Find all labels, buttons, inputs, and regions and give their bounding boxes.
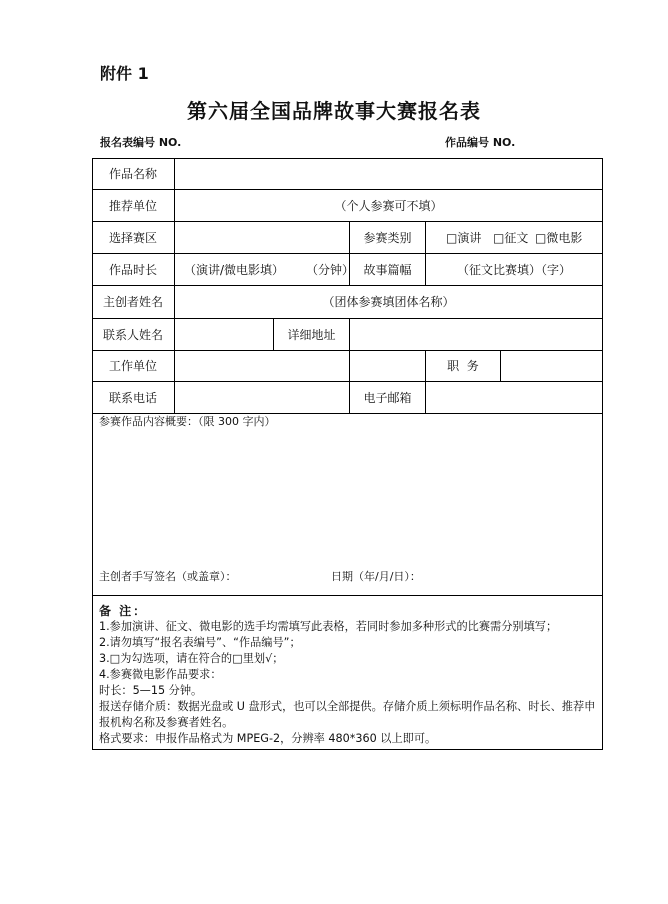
duration-label: 作品时长 — [108, 263, 157, 277]
note-line: 4.参赛微电影作品要求： — [99, 668, 222, 681]
option-essay-checkbox[interactable]: □征文 — [493, 231, 529, 245]
creator-name-hint: （团体参赛填团体名称） — [322, 295, 455, 309]
row-divider — [92, 413, 603, 414]
signature-label: 主创者手写签名（或盖章）： — [99, 570, 237, 583]
story-length-hint: （征文比赛填）（字） — [456, 263, 571, 277]
recommend-unit-label: 推荐单位 — [108, 199, 157, 213]
option-microfilm-checkbox[interactable]: □微电影 — [535, 231, 583, 245]
note-line: 时长：5—15 分钟。 — [99, 684, 203, 697]
date-label: 日期（年/月/日）： — [331, 570, 421, 583]
story-length-label: 故事篇幅 — [363, 263, 412, 277]
contact-name-label: 联系人姓名 — [102, 328, 163, 342]
phone-label: 联系电话 — [108, 391, 157, 405]
work-name-label: 作品名称 — [108, 167, 157, 181]
page-title: 第六届全国品牌故事大赛报名表 — [187, 99, 481, 123]
col-divider — [174, 351, 175, 414]
col-divider — [500, 351, 501, 382]
row-divider — [92, 318, 603, 319]
row-divider — [92, 285, 603, 286]
row-divider — [92, 253, 603, 254]
col-divider — [174, 222, 175, 286]
col-divider — [174, 158, 175, 222]
attachment-label: 附件 1 — [100, 64, 149, 83]
row-divider — [92, 595, 603, 596]
select-division-label: 选择赛区 — [108, 231, 157, 245]
row-divider — [92, 350, 603, 351]
row-divider — [92, 221, 603, 222]
email-label: 电子邮箱 — [363, 391, 412, 405]
address-label: 详细地址 — [287, 328, 336, 342]
table-border-top — [92, 158, 603, 159]
registration-number-label: 报名表编号 NO. — [100, 136, 182, 149]
notes-section — [99, 603, 599, 747]
duration-unit: （分钟） — [306, 263, 355, 277]
note-line: 格式要求：申报作品格式为 MPEG-2，分辨率 480*360 以上即可。 — [99, 732, 437, 745]
registration-form-table — [92, 158, 603, 750]
col-divider — [174, 319, 175, 351]
table-border-bottom — [92, 749, 603, 750]
notes-title: 备 注： — [99, 604, 148, 618]
duration-hint: （演讲/微电影填） — [184, 263, 285, 277]
summary-label: 参赛作品内容概要：（限 300 字内） — [99, 415, 276, 428]
col-divider — [349, 319, 350, 351]
col-divider — [349, 351, 350, 414]
col-divider — [425, 222, 426, 286]
creator-name-label: 主创者姓名 — [102, 295, 163, 309]
option-speech-checkbox[interactable]: □演讲 — [446, 231, 482, 245]
table-border-right — [602, 158, 603, 750]
row-divider — [92, 381, 603, 382]
workplace-label: 工作单位 — [108, 359, 157, 373]
note-line: 3.□为勾选项，请在符合的□里划√； — [99, 652, 284, 665]
category-label: 参赛类别 — [363, 231, 412, 245]
position-label: 职 务 — [447, 359, 479, 373]
table-border-left — [92, 158, 93, 750]
note-line: 2.请勿填写“报名表编号”、“作品编号”； — [99, 636, 301, 649]
note-line: 报送存储介质：数据光盘或 U 盘形式，也可以全部提供。存储介质上须标明作品名称、时长、推荐申报机构名称及参赛者姓名。 — [99, 700, 596, 729]
recommend-unit-hint: （个人参赛可不填） — [334, 199, 443, 213]
row-divider — [92, 189, 603, 190]
note-line: 1.参加演讲、征文、微电影的选手均需填写此表格，若同时参加多种形式的比赛需分别填写； — [99, 620, 558, 633]
work-number-label: 作品编号 NO. — [445, 136, 516, 149]
